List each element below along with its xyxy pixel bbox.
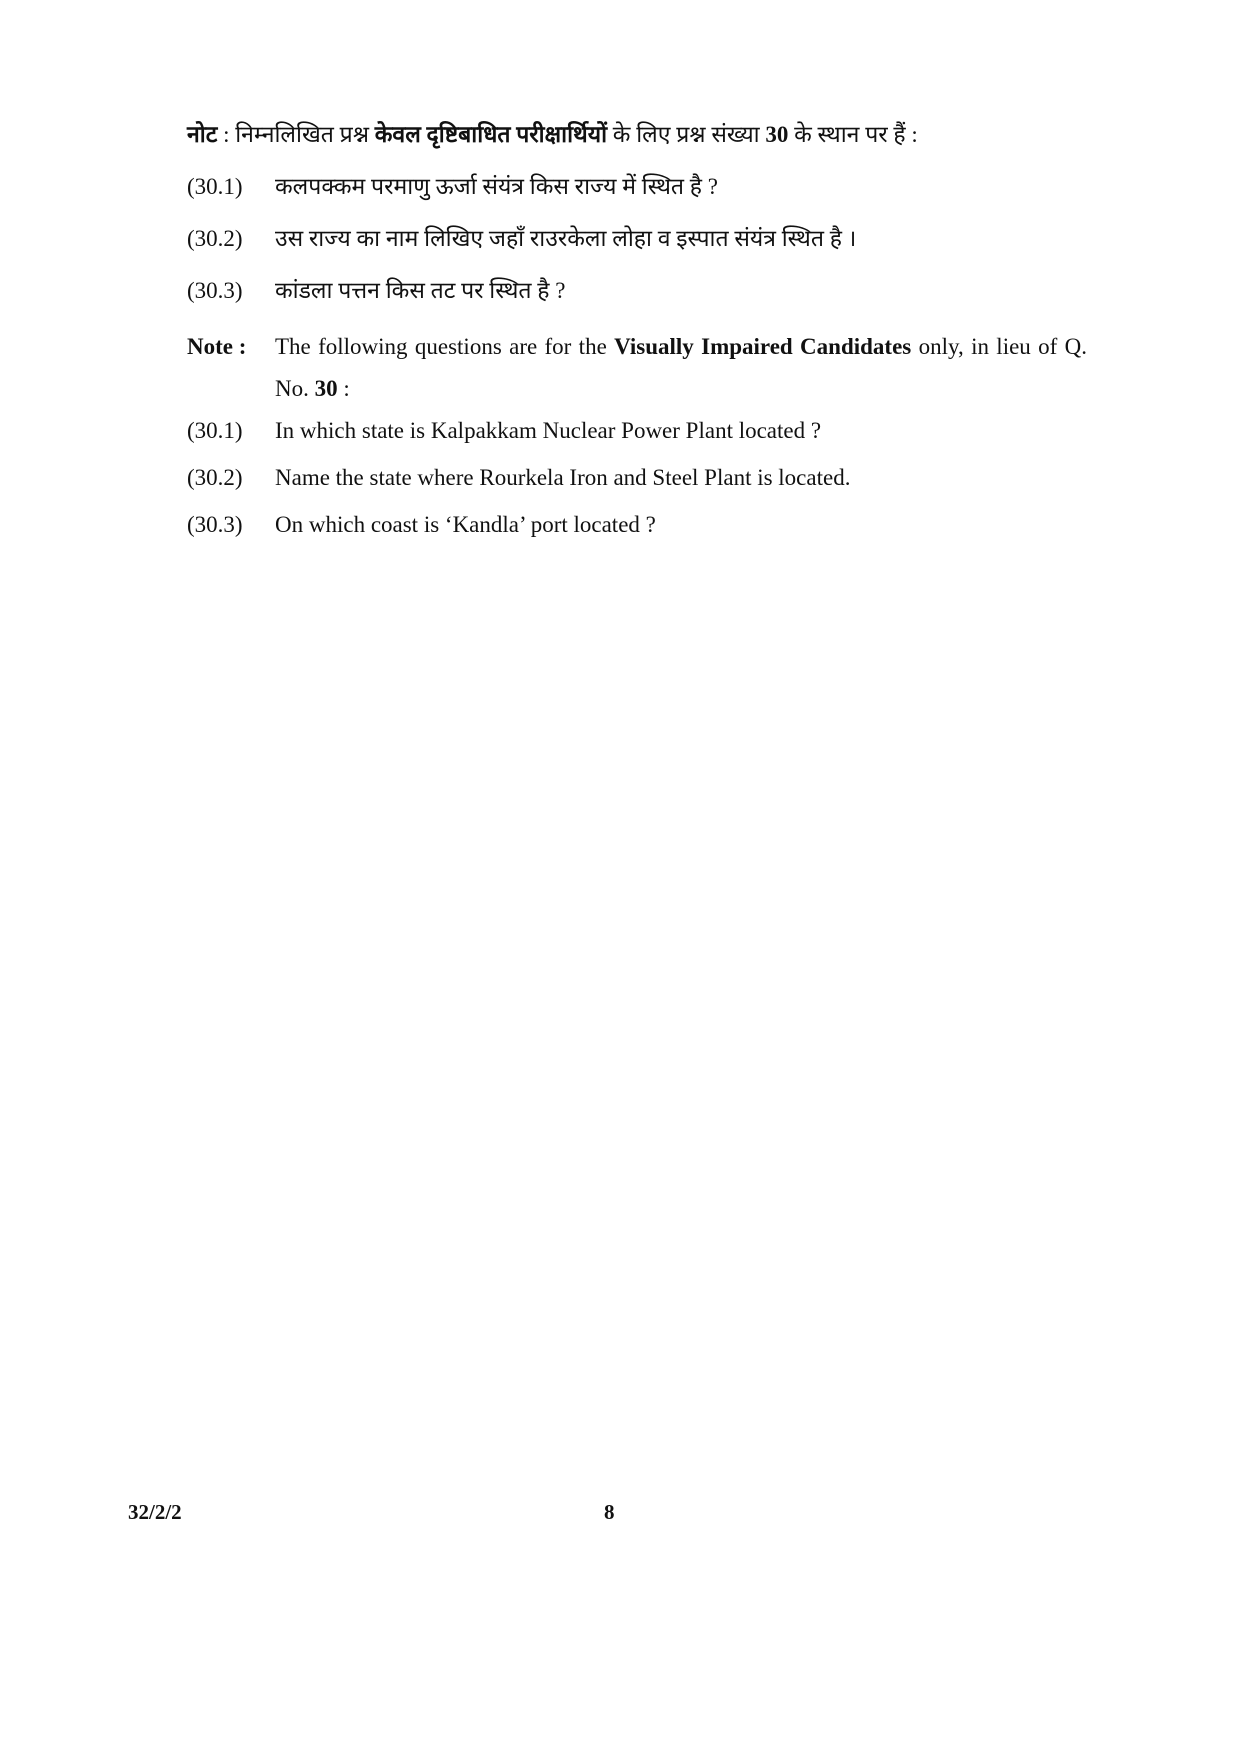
question-text: Name the state where Rourkela Iron and Steel Plant is located. [275,465,851,490]
english-note-text-2: only, in lieu of Q. No. [275,334,1087,401]
english-note-body [275,326,1087,410]
question-number: (30.3) [187,512,243,537]
question-block [187,118,1087,555]
english-note-bold-2: 30 [314,376,338,401]
question-text: उस राज्य का नाम लिखिए जहाँ राउरकेला लोहा व इस्पात संयंत्र स्थित है । [275,226,857,251]
hindi-question [187,170,1087,204]
question-number: (30.2) [187,465,243,490]
english-note-text-3: : [337,376,350,401]
hindi-note-text-2: के लिए प्रश्न संख्या [607,122,766,147]
question-number: (30.2) [187,226,243,251]
english-note-label: Note : [187,334,247,359]
question-text: कांडला पत्तन किस तट पर स्थित है ? [275,278,566,303]
hindi-question [187,274,1087,308]
hindi-question [187,222,1087,256]
hindi-note-bold-1: केवल दृष्टिबाधित परीक्षार्थियों [374,122,608,147]
english-question [187,414,1087,448]
hindi-note-text-1: निम्नलिखित प्रश्न [235,122,375,147]
hindi-note [187,118,1087,152]
english-note-text-1: The following questions are for the [275,334,615,359]
english-question [187,461,1087,495]
page-number: 8 [604,1500,615,1524]
english-question [187,508,1087,542]
question-text: कलपक्कम परमाणु ऊर्जा संयंत्र किस राज्य में स्थित है ? [275,174,718,199]
question-text: On which coast is ‘Kandla’ port located ? [275,512,656,537]
hindi-note-colon: : [217,122,236,147]
question-text: In which state is Kalpakkam Nuclear Power Plant located ? [275,418,822,443]
hindi-note-text-3: के स्थान पर हैं : [788,122,918,147]
hindi-note-bold-2: 30 [765,122,789,147]
question-number: (30.1) [187,174,243,199]
english-note [187,326,1087,410]
paper-code: 32/2/2 [128,1500,182,1524]
english-note-bold-1: Visually Impaired Candidates [614,334,912,359]
question-number: (30.3) [187,278,243,303]
question-number: (30.1) [187,418,243,443]
hindi-note-label: नोट [187,122,218,147]
